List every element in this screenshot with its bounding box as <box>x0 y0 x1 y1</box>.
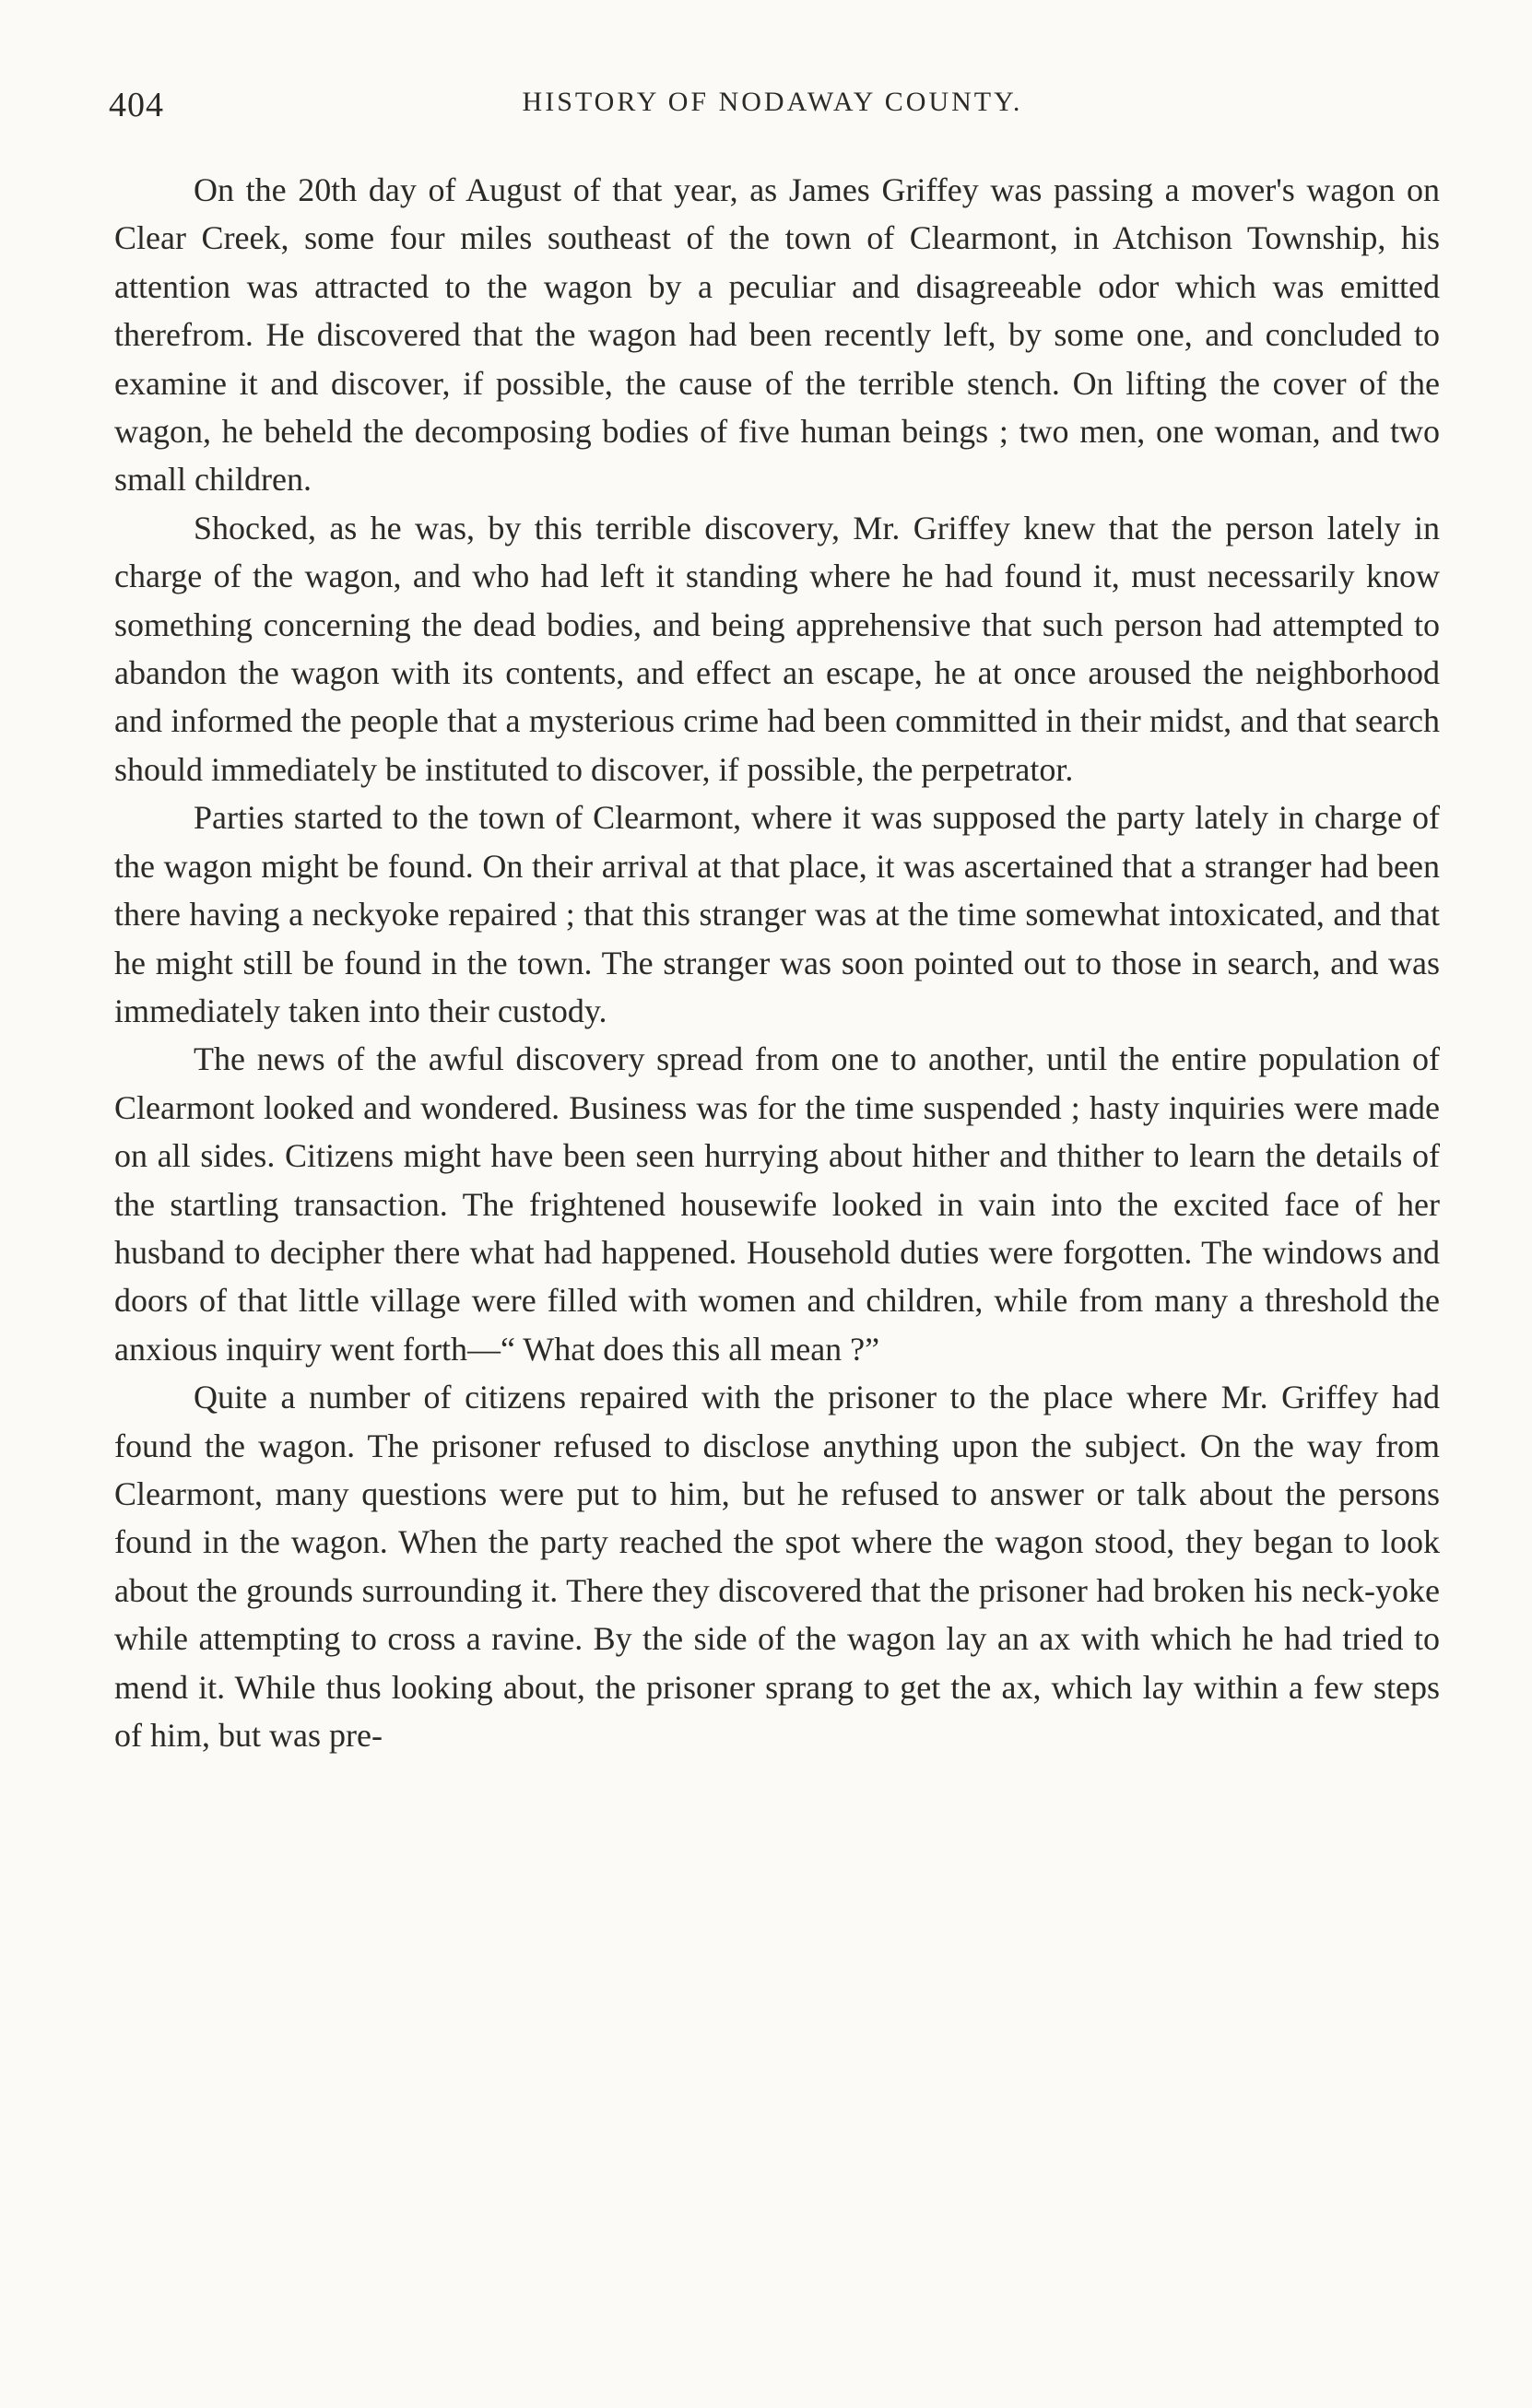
body-text <box>114 166 1440 1759</box>
paragraph: On the 20th day of August of that year, as James Griffey was passing a mover's wagon on Clear Creek, some four miles southeast of the town of Clearmont, in Atchison Township, his attention was attracted to the wagon by a peculiar and disagreeable odor which was emitted therefrom. He discovered that the wagon had been recently left, by some one, and concluded to examine it and discover, if possible, the cause of the terrible stench. On lifting the cover of the wagon, he beheld the decomposing bodies of five human beings ; two men, one woman, and two small children. <box>114 171 1440 499</box>
running-head <box>109 85 1436 131</box>
running-title: HISTORY OF NODAWAY COUNTY. <box>522 87 1023 117</box>
page-number: 404 <box>109 86 164 124</box>
paragraph: Parties started to the town of Clearmont, where it was supposed the party lately in charge of the wagon might be found. On their arrival at that place, it was ascertained that a stranger had been there having a neckyoke repaired ; that this stranger was at the time somewhat intoxicated, and that he might still be found in the town. The stranger was soon pointed out to those in search, and was immediately taken into their custody. <box>114 799 1440 1029</box>
paragraph: The news of the awful discovery spread from one to another, until the entire population of Clearmont looked and wondered. Business was for the time suspended ; hasty inquiries were made on all sides. Citizens might have been seen hurrying about hither and thither to learn the details of the startling transaction. The frightened housewife looked in vain into the excited face of her husband to decipher there what had happened. Household duties were forgotten. The windows and doors of that little village were filled with women and children, while from many a threshold the anxious inquiry went forth—“ What does this all mean ?” <box>114 1040 1440 1368</box>
paragraph: Quite a number of citizens repaired with the prisoner to the place where Mr. Griffey had found the wagon. The prisoner refused to disclose anything upon the subject. On the way from Clearmont, many questions were put to him, but he refused to answer or talk about the persons found in the wagon. When the party reached the spot where the wagon stood, they began to look about the grounds surrounding it. There they discovered that the prisoner had broken his neck-yoke while attempting to cross a ravine. By the side of the wagon lay an ax with which he had tried to mend it. While thus looking about, the prisoner sprang to get the ax, which lay within a few steps of him, but was pre- <box>114 1379 1440 1754</box>
paragraph: Shocked, as he was, by this terrible discovery, Mr. Griffey knew that the person lately in charge of the wagon, and who had left it standing where he had found it, must necessarily know something concerning the dead bodies, and being apprehensive that such person had attempted to abandon the wagon with its contents, and effect an escape, he at once aroused the neighborhood and informed the people that a mysterious crime had been committed in their midst, and that search should immediately be instituted to discover, if possible, the perpetrator. <box>114 509 1440 788</box>
